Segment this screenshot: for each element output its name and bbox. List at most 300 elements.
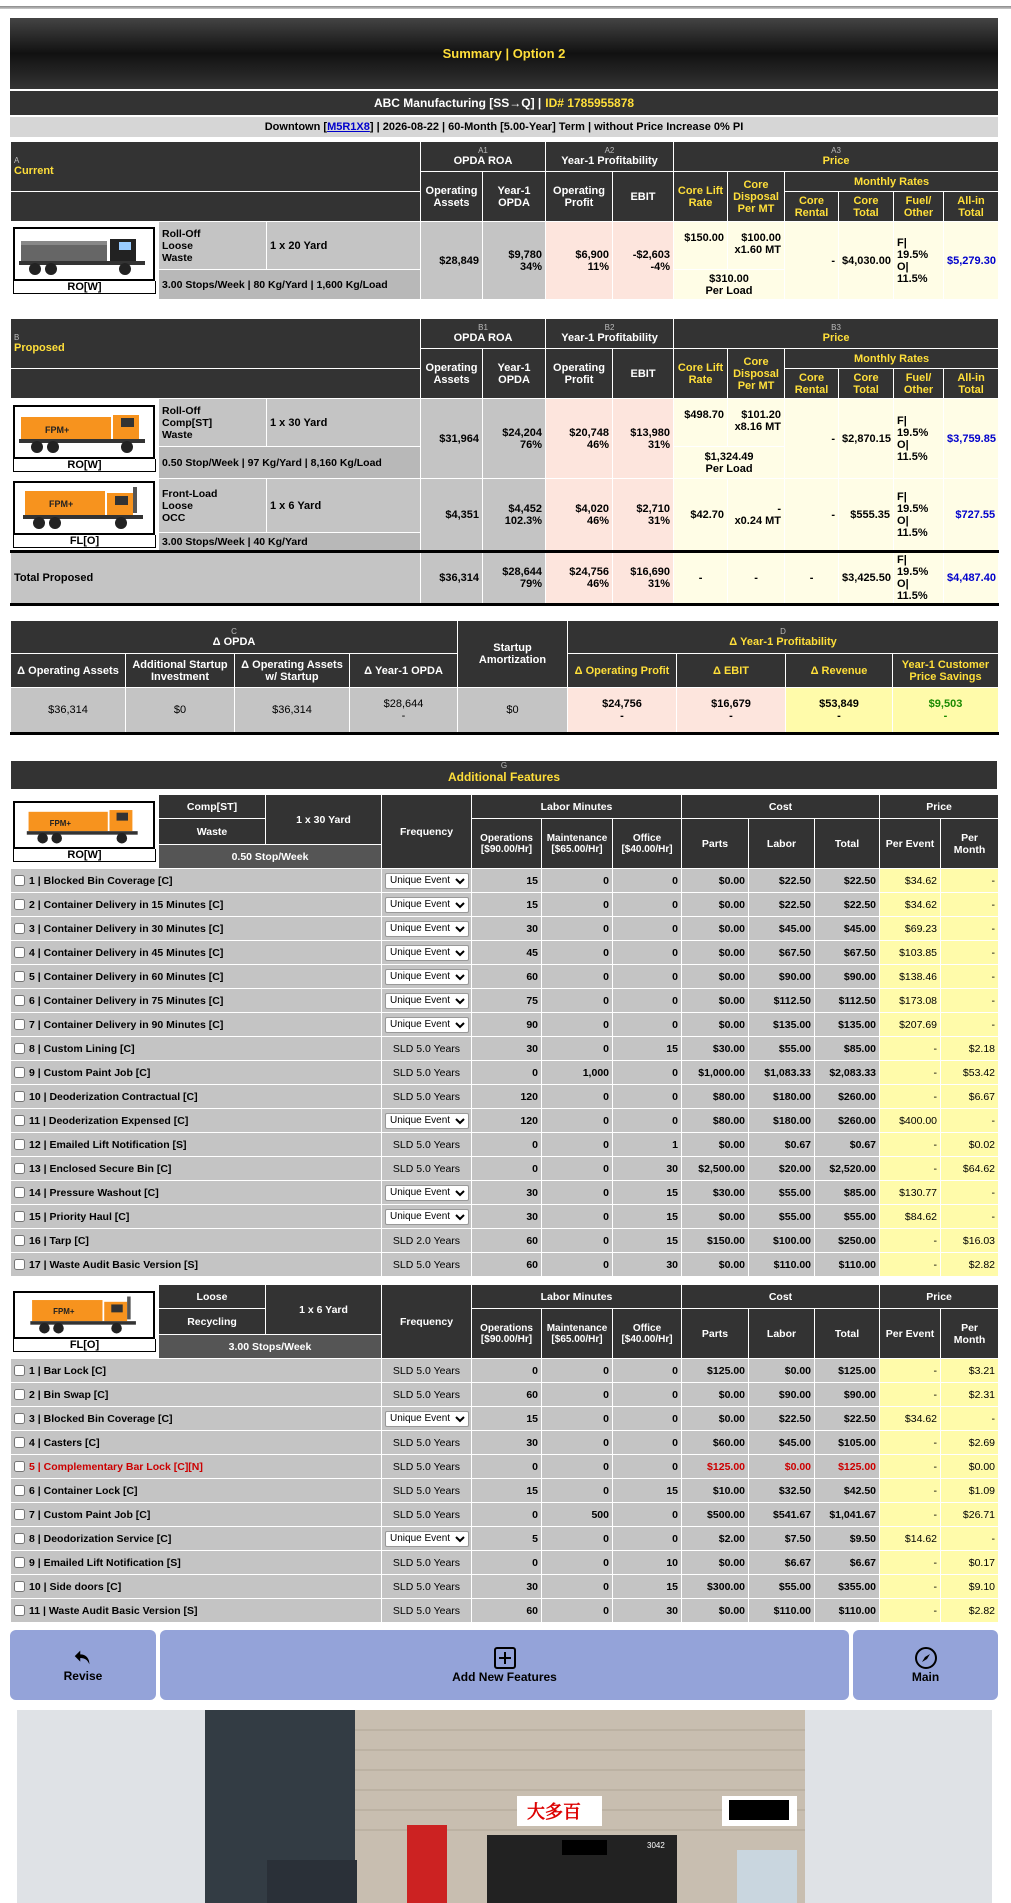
undo-icon (72, 1647, 94, 1669)
col-year1-opda: Year-1 OPDA (483, 172, 546, 222)
cost-labor: $1,083.33 (749, 1061, 815, 1085)
labor-office: 0 (613, 1383, 682, 1407)
price-per-month: $64.62 (941, 1157, 999, 1181)
labor-operations: 30 (472, 1431, 542, 1455)
frequency-text: SLD 5.0 Years (392, 1508, 461, 1521)
feature-label: 11 | Deoderization Expensed [C] (29, 1114, 189, 1127)
feature-checkbox[interactable] (14, 1067, 25, 1078)
feature-row (11, 869, 999, 893)
feature-checkbox[interactable] (14, 1187, 25, 1198)
feature-label-cell (11, 1431, 382, 1455)
feature-row (11, 1205, 999, 1229)
labor-office: 15 (613, 1575, 682, 1599)
startup-amortization-value: $0 (458, 688, 568, 734)
cost-parts: $0.00 (682, 1383, 749, 1407)
price-per-event: $138.46 (880, 965, 941, 989)
labor-operations: 30 (472, 917, 542, 941)
feature-label-cell (11, 1479, 382, 1503)
feature-checkbox[interactable] (14, 995, 25, 1006)
feature-checkbox[interactable] (14, 1605, 25, 1616)
feature-frequency (382, 1037, 472, 1061)
feature-label: 11 | Waste Audit Basic Version [S] (29, 1604, 198, 1617)
price-per-event: $103.85 (880, 941, 941, 965)
labor-office: 0 (613, 1013, 682, 1037)
frequency-text: SLD 5.0 Years (392, 1604, 461, 1617)
truck-label-2: FL[O] (13, 535, 156, 548)
feature-label: 6 | Container Lock [C] (29, 1484, 138, 1497)
feature-frequency (382, 1157, 472, 1181)
frequency-select[interactable] (385, 1209, 469, 1225)
feature-label: 4 | Casters [C] (29, 1436, 100, 1449)
price-per-month: $2.82 (941, 1253, 999, 1277)
labor-maintenance: 0 (542, 1229, 613, 1253)
cost-labor: $90.00 (749, 965, 815, 989)
feature-checkbox[interactable] (14, 1211, 25, 1222)
action-bar (10, 1630, 998, 1700)
feature-checkbox[interactable] (14, 1581, 25, 1592)
labor-maintenance: 0 (542, 1205, 613, 1229)
cost-parts: $0.00 (682, 1253, 749, 1277)
feature-frequency (382, 1431, 472, 1455)
feature-frequency (382, 941, 472, 965)
delta-op-profit: $24,756 - (568, 688, 677, 734)
feature-label-cell (11, 1527, 382, 1551)
frequency-text: SLD 5.0 Years (392, 1090, 461, 1103)
cost-parts: $150.00 (682, 1229, 749, 1253)
feature-label-cell (11, 989, 382, 1013)
labor-maintenance: 1,000 (542, 1061, 613, 1085)
op-profit-value: $6,900 11% (546, 222, 613, 300)
feature-checkbox[interactable] (14, 947, 25, 958)
labor-maintenance: 0 (542, 1599, 613, 1623)
labor-operations: 45 (472, 941, 542, 965)
rolloff-compactor-truck-icon (13, 801, 155, 849)
price-per-month: - (941, 941, 999, 965)
feature-row (11, 893, 999, 917)
frequency-select[interactable] (385, 873, 469, 889)
delta-profit-head: Δ Year-1 Profitability (729, 635, 837, 648)
feature-checkbox[interactable] (14, 1485, 25, 1496)
price-per-event: - (880, 1133, 941, 1157)
feature-frequency (382, 1109, 472, 1133)
labor-maintenance: 0 (542, 1527, 613, 1551)
price-per-month: - (941, 1527, 999, 1551)
labor-operations: 15 (472, 1407, 542, 1431)
feature-label: 5 | Complementary Bar Lock [C][N] (29, 1460, 203, 1473)
cost-total: $110.00 (815, 1253, 880, 1277)
cost-labor: $32.50 (749, 1479, 815, 1503)
cost-labor: $110.00 (749, 1599, 815, 1623)
feature-frequency (382, 1455, 472, 1479)
year1-profit-head: A2 Year-1 Profitability (546, 142, 674, 172)
cost-labor: $112.50 (749, 989, 815, 1013)
cost-labor: $135.00 (749, 1013, 815, 1037)
page-title: Summary | Option 2 (10, 18, 998, 89)
feature-frequency (382, 1407, 472, 1431)
labor-operations: 60 (472, 1383, 542, 1407)
cost-parts: $0.00 (682, 965, 749, 989)
feature-checkbox[interactable] (14, 875, 25, 886)
company-id: ID# 1785955878 (545, 96, 635, 110)
price-per-event: - (880, 1229, 941, 1253)
labor-maintenance: 0 (542, 1133, 613, 1157)
cost-total: $105.00 (815, 1431, 880, 1455)
cost-total: $110.00 (815, 1599, 880, 1623)
cost-labor: $0.00 (749, 1359, 815, 1383)
feature-label-cell (11, 1503, 382, 1527)
labor-maintenance: 0 (542, 965, 613, 989)
cost-parts: $10.00 (682, 1479, 749, 1503)
labor-office: 0 (613, 1085, 682, 1109)
labor-office: 0 (613, 1503, 682, 1527)
price-per-month: - (941, 1013, 999, 1037)
labor-office: 0 (613, 1109, 682, 1133)
col-operating-profit: Operating Profit (546, 172, 613, 222)
rolloff-compactor-truck-icon (13, 405, 155, 459)
site-photo (17, 1710, 992, 1903)
frequency-select[interactable] (385, 993, 469, 1009)
add-new-features-button[interactable]: Add New Features (160, 1630, 849, 1700)
cost-parts: $125.00 (682, 1455, 749, 1479)
feature-label: 9 | Custom Paint Job [C] (29, 1066, 151, 1079)
cost-labor: $55.00 (749, 1205, 815, 1229)
delta-op-assets-startup: $36,314 (235, 688, 350, 734)
price-per-event: - (880, 1359, 941, 1383)
cost-total: $42.50 (815, 1479, 880, 1503)
feature-checkbox[interactable] (14, 1365, 25, 1376)
price-per-month: $2.69 (941, 1431, 999, 1455)
feature-frequency (382, 1061, 472, 1085)
labor-operations: 5 (472, 1527, 542, 1551)
feature-label: 9 | Emailed Lift Notification [S] (29, 1556, 181, 1569)
feature-checkbox[interactable] (14, 1509, 25, 1520)
feature-label-cell (11, 1181, 382, 1205)
per-load-value: $310.00 Per Load (674, 270, 785, 300)
delta-startup-investment: $0 (126, 688, 235, 734)
labor-maintenance: 0 (542, 1253, 613, 1277)
feature-checkbox[interactable] (14, 1259, 25, 1270)
feature-label-cell (11, 965, 382, 989)
feature-label: 10 | Side doors [C] (29, 1580, 122, 1593)
feature-label-cell (11, 1455, 382, 1479)
cost-total: $2,083.33 (815, 1061, 880, 1085)
labor-operations: 15 (472, 893, 542, 917)
feature-checkbox[interactable] (14, 1461, 25, 1472)
labor-maintenance: 0 (542, 1383, 613, 1407)
current-section-label: A Current (11, 142, 421, 192)
cost-labor: $100.00 (749, 1229, 815, 1253)
ebit-value: -$2,603 -4% (613, 222, 674, 300)
cost-total: $45.00 (815, 917, 880, 941)
price-per-event: - (880, 1061, 941, 1085)
feature-row (11, 1229, 999, 1253)
feature-frequency (382, 1359, 472, 1383)
price-per-month: $16.03 (941, 1229, 999, 1253)
lift-rate-value: $150.00 (674, 222, 728, 270)
cost-labor: $541.67 (749, 1503, 815, 1527)
delta-ebit: $16,679 - (677, 688, 786, 734)
cost-total: $9.50 (815, 1527, 880, 1551)
col-fuel-other: Fuel/ Other (894, 192, 944, 222)
feature-frequency (382, 1503, 472, 1527)
frequency-text: SLD 5.0 Years (392, 1066, 461, 1079)
truck-label: FL[O] (13, 1339, 156, 1352)
labor-office: 15 (613, 1229, 682, 1253)
cost-parts: $2,500.00 (682, 1157, 749, 1181)
cost-parts: $1,000.00 (682, 1061, 749, 1085)
price-per-event: $34.62 (880, 869, 941, 893)
feature-checkbox[interactable] (14, 1163, 25, 1174)
col-operating-assets: Operating Assets (421, 172, 483, 222)
price-per-month: - (941, 893, 999, 917)
feature-row (11, 941, 999, 965)
feature-checkbox[interactable] (14, 1019, 25, 1030)
labor-office: 15 (613, 1037, 682, 1061)
price-per-event: $400.00 (880, 1109, 941, 1133)
feature-label: 10 | Deoderization Contractual [C] (29, 1090, 198, 1103)
frequency-text: SLD 5.0 Years (392, 1580, 461, 1593)
price-per-month: - (941, 965, 999, 989)
feature-checkbox[interactable] (14, 1389, 25, 1400)
frontload-truck-icon (13, 1291, 155, 1339)
feature-label-cell (11, 1205, 382, 1229)
feature-checkbox[interactable] (14, 1043, 25, 1054)
feature-label: 8 | Deodorization Service [C] (29, 1532, 172, 1545)
frequency-text: SLD 5.0 Years (392, 1042, 461, 1055)
col-core-lift-rate: Core Lift Rate (674, 172, 728, 222)
company-bar (10, 91, 998, 115)
frequency-select[interactable] (385, 897, 469, 913)
frequency-text: SLD 5.0 Years (392, 1436, 461, 1449)
frequency-text: SLD 5.0 Years (392, 1484, 461, 1497)
cost-total: $260.00 (815, 1109, 880, 1133)
cost-parts: $0.00 (682, 1205, 749, 1229)
labor-maintenance: 0 (542, 1575, 613, 1599)
labor-maintenance: 0 (542, 1013, 613, 1037)
price-per-event: $34.62 (880, 1407, 941, 1431)
feature-row (11, 1013, 999, 1037)
cost-labor: $67.50 (749, 941, 815, 965)
cost-total: $90.00 (815, 1383, 880, 1407)
frequency-select[interactable] (385, 1017, 469, 1033)
cost-labor: $55.00 (749, 1181, 815, 1205)
feature-label-cell (11, 1133, 382, 1157)
price-per-event: - (880, 1599, 941, 1623)
labor-operations: 30 (472, 1575, 542, 1599)
cost-parts: $0.00 (682, 1133, 749, 1157)
feature-checkbox[interactable] (14, 1139, 25, 1150)
feature-checkbox[interactable] (14, 971, 25, 982)
feature-checkbox[interactable] (14, 1533, 25, 1544)
truck-label: RO[W] (13, 281, 156, 294)
feature-checkbox[interactable] (14, 1557, 25, 1568)
labor-maintenance: 0 (542, 1037, 613, 1061)
features-truck-cell-1 (11, 795, 159, 869)
price-head: A3 Price (674, 142, 999, 172)
cost-labor: $180.00 (749, 1085, 815, 1109)
feature-checkbox[interactable] (14, 1115, 25, 1126)
feature-label: 8 | Custom Lining [C] (29, 1042, 135, 1055)
cost-parts: $0.00 (682, 1407, 749, 1431)
frequency-select[interactable] (385, 945, 469, 961)
cost-labor: $55.00 (749, 1575, 815, 1599)
frequency-select[interactable] (385, 1531, 469, 1547)
fuel-value: F| 19.5% O| 11.5% (894, 222, 944, 300)
feature-checkbox[interactable] (14, 1235, 25, 1246)
price-per-month: - (941, 1181, 999, 1205)
price-per-month: $0.17 (941, 1551, 999, 1575)
cost-labor: $22.50 (749, 869, 815, 893)
labor-office: 30 (613, 1157, 682, 1181)
labor-operations: 60 (472, 1599, 542, 1623)
cost-total: $135.00 (815, 1013, 880, 1037)
labor-operations: 60 (472, 1229, 542, 1253)
cost-total: $22.50 (815, 1407, 880, 1431)
feature-frequency (382, 1527, 472, 1551)
feature-label: 12 | Emailed Lift Notification [S] (29, 1138, 187, 1151)
total-proposed-label: Total Proposed (11, 552, 421, 605)
delta-table: C Δ OPDA Startup Amortization D Δ Year-1 Profitability Δ Operating Assets Additional Startup Investment Δ Operating Assets w/ Startup Δ Year-1 OPDA Δ Operating Profit Δ EBIT Δ Revenue Year-1 Customer Price Savings $36,314 $0 $36,314 $28,644 - $0 $24,756 - $16,679 - $53,849 - $9,503 - (10, 620, 999, 735)
feature-row (11, 1085, 999, 1109)
labor-office: 0 (613, 1359, 682, 1383)
feature-label-cell (11, 1407, 382, 1431)
price-per-event: - (880, 1383, 941, 1407)
labor-office: 10 (613, 1551, 682, 1575)
feature-frequency (382, 1205, 472, 1229)
feature-row (11, 1253, 999, 1277)
feature-checkbox[interactable] (14, 923, 25, 934)
svg-text:FPM+: FPM+ (49, 499, 74, 509)
feature-label: 5 | Container Delivery in 60 Minutes [C] (29, 970, 224, 983)
frequency-select[interactable] (385, 1185, 469, 1201)
core-total-value: $4,030.00 (839, 222, 894, 300)
location-prefix: Downtown [ (264, 121, 328, 133)
cost-parts: $0.00 (682, 893, 749, 917)
allin-value: $5,279.30 (944, 222, 999, 300)
location-code-link[interactable]: M5R1X8 (327, 121, 370, 133)
price-per-month: - (941, 1109, 999, 1133)
proposed-truck-cell-2 (11, 479, 159, 552)
cost-total: $355.00 (815, 1575, 880, 1599)
feature-row (11, 1383, 999, 1407)
feature-row (11, 1109, 999, 1133)
feature-label: 16 | Tarp [C] (29, 1234, 89, 1247)
labor-operations: 90 (472, 1013, 542, 1037)
feature-label-cell (11, 1599, 382, 1623)
feature-row (11, 989, 999, 1013)
feature-row (11, 1479, 999, 1503)
feature-frequency (382, 989, 472, 1013)
cost-total: $22.50 (815, 869, 880, 893)
frequency-select[interactable] (385, 1113, 469, 1129)
labor-office: 0 (613, 1527, 682, 1551)
feature-label: 13 | Enclosed Secure Bin [C] (29, 1162, 172, 1175)
feature-label: 2 | Bin Swap [C] (29, 1388, 109, 1401)
feature-row (11, 1599, 999, 1623)
features-truck-cell-2 (11, 1285, 159, 1359)
features-table-rolloff: FPM+ RO[W] Comp[ST] 1 x 30 Yard Frequency Labor Minutes Cost Price Waste Operations [$90.00/Hr] Maintenance [$65.00/Hr] Office [$40.00/Hr] Parts Labor Total Per Event Per Month 0.50 Stop/Week 1 | Blocked Bin Coverage [C] Unique Event 15 0 0 $0.00 $22.50 $22.50 $34.62 - 2 | Container Delivery in 15 Minutes [C] Unique Event 15 0 0 $0.00 $22.50 $22.50 $34.62 - 3 | Container Delivery in 30 Minutes [C] Unique Event 30 0 0 $0.00 $45.00 $45.00 $69.23 - 4 | Container Delivery in 45 Minutes [C] Unique Event 45 0 0 $0.00 $67.50 $67.50 $103.85 - 5 | Container Delivery in 60 Minutes [C] Unique Event 60 0 0 $0.00 $90.00 $90.00 $138.46 - 6 | Container Delivery in 75 Minutes [C] Unique Event 75 0 0 $0.00 $112.50 $112.50 $173.08 - 7 | Container Delivery in 90 Minutes [C] Unique Event 90 0 0 $0.00 $135.00 $135.00 $207.69 - 8 | Custom Lining [C] SLD 5.0 Years 30 0 15 $30.00 $55.00 $85.00 - $2.18 9 | Custom Paint Job [C] SLD 5.0 Years 0 1,000 0 $1,000.00 $1,083.33 $2,083.33 - $53.42 10 | Deoderization Contractual [C] SLD 5.0 Years 120 0 0 $80.00 $180.00 $260.00 - $6.67 11 | Deoderization Expensed [C] Unique Event 120 0 0 $80.00 $180.00 $260.00 $400.00 - 12 | Emailed Lift Notification [S] SLD 5.0 Years 0 0 1 $0.00 $0.67 $0.67 - $0.02 13 | Enclosed Secure Bin [C] SLD 5.0 Years 0 0 30 $2,500.00 $20.00 $2,520.00 - $64.62 14 | Pressure Washout [C] Unique Event 30 0 15 $30.00 $55.00 $85.00 $130.77 - 15 | Priority Haul [C] Unique Event 30 0 15 $0.00 $55.00 $55.00 $84.62 - 16 | Tarp [C] SLD 2.0 Years 60 0 15 $150.00 $100.00 $250.00 - $16.03 17 | Waste Audit Basic Version [S] SLD 5.0 Years 60 0 30 $0.00 $110.00 $110.00 - $2.82 (10, 794, 999, 1277)
price-per-event: - (880, 1431, 941, 1455)
labor-office: 15 (613, 1479, 682, 1503)
labor-office: 30 (613, 1599, 682, 1623)
labor-office: 0 (613, 893, 682, 917)
feature-label: 17 | Waste Audit Basic Version [S] (29, 1258, 199, 1271)
disposal-value: $100.00 x1.60 MT (728, 222, 785, 270)
feature-checkbox[interactable] (14, 1413, 25, 1424)
labor-operations: 15 (472, 1479, 542, 1503)
total-proposed-row: Total Proposed $36,314 $28,644 79% $24,756 46% $16,690 31% - - - $3,425.50 F| 19.5% O| 11.5% $4,487.40 (11, 552, 999, 605)
company-name: ABC Manufacturing [SS→Q] | (373, 96, 542, 110)
cost-labor: $180.00 (749, 1109, 815, 1133)
location-bar (10, 117, 998, 137)
cost-parts: $80.00 (682, 1109, 749, 1133)
customer-price-savings: $9,503 - (893, 688, 999, 734)
cost-labor: $55.00 (749, 1037, 815, 1061)
current-truck-cell (11, 222, 159, 300)
labor-operations: 75 (472, 989, 542, 1013)
frequency-select[interactable] (385, 921, 469, 937)
cost-labor: $20.00 (749, 1157, 815, 1181)
feature-frequency (382, 1253, 472, 1277)
feature-row (11, 1503, 999, 1527)
labor-operations: 15 (472, 869, 542, 893)
frequency-select[interactable] (385, 969, 469, 985)
cost-labor: $6.67 (749, 1551, 815, 1575)
labor-maintenance: 0 (542, 1109, 613, 1133)
col-monthly-rates: Monthly Rates (785, 172, 999, 192)
frequency-text: SLD 5.0 Years (392, 1162, 461, 1175)
labor-operations: 0 (472, 1455, 542, 1479)
feature-frequency (382, 1479, 472, 1503)
feature-frequency (382, 917, 472, 941)
feature-label-cell (11, 893, 382, 917)
cost-labor: $0.67 (749, 1133, 815, 1157)
feature-row (11, 1133, 999, 1157)
feature-frequency (382, 1551, 472, 1575)
feature-frequency (382, 1383, 472, 1407)
main-button[interactable]: Main (853, 1630, 998, 1700)
labor-office: 0 (613, 1455, 682, 1479)
current-table (10, 141, 999, 300)
cost-parts: $2.00 (682, 1527, 749, 1551)
feature-label-cell (11, 1359, 382, 1383)
feature-frequency (382, 869, 472, 893)
labor-maintenance: 0 (542, 1479, 613, 1503)
cost-parts: $60.00 (682, 1431, 749, 1455)
top-divider (0, 6, 1011, 9)
labor-maintenance: 0 (542, 893, 613, 917)
cost-labor: $45.00 (749, 1431, 815, 1455)
feature-checkbox[interactable] (14, 1091, 25, 1102)
feature-checkbox[interactable] (14, 899, 25, 910)
frequency-select[interactable] (385, 1411, 469, 1427)
feature-row (11, 1527, 999, 1551)
feature-label: 1 | Bar Lock [C] (29, 1364, 107, 1377)
labor-operations: 0 (472, 1359, 542, 1383)
opda-roa-head: A1 OPDA ROA (421, 142, 546, 172)
cost-total: $2,520.00 (815, 1157, 880, 1181)
price-per-event: $130.77 (880, 1181, 941, 1205)
labor-office: 0 (613, 1407, 682, 1431)
revise-button[interactable]: Revise (10, 1630, 156, 1700)
feature-checkbox[interactable] (14, 1437, 25, 1448)
cost-parts: $125.00 (682, 1359, 749, 1383)
price-per-month: $9.10 (941, 1575, 999, 1599)
labor-office: 0 (613, 989, 682, 1013)
proposed-truck-cell-1 (11, 399, 159, 479)
labor-office: 0 (613, 1061, 682, 1085)
feature-label-cell (11, 917, 382, 941)
